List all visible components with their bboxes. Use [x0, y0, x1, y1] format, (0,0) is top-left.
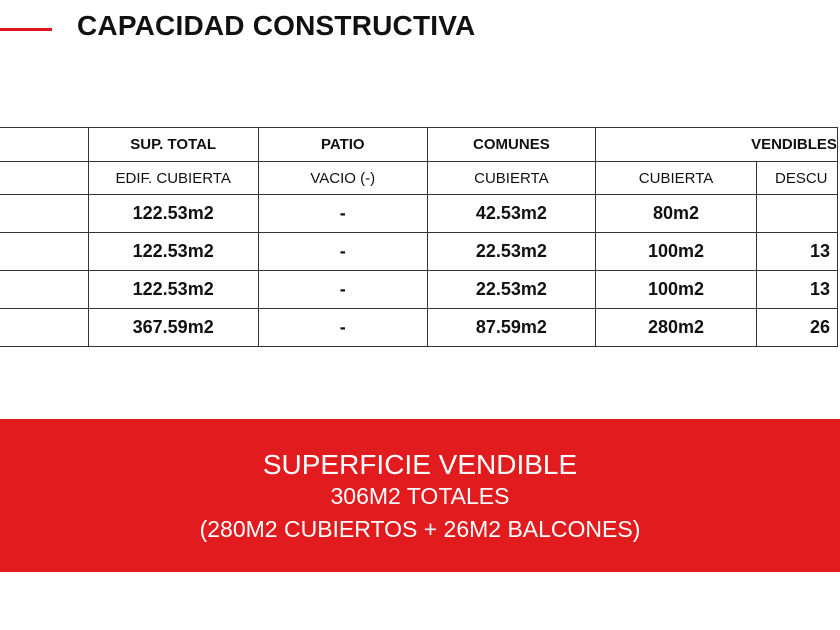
table-cell: 80m2 [596, 195, 757, 233]
table-cell: 122.53m2 [88, 195, 258, 233]
banner-title: SUPERFICIE VENDIBLE [262, 449, 578, 480]
subheader-comunes-cubierta: CUBIERTA [427, 162, 595, 195]
table-cell: 22.53m2 [427, 271, 595, 309]
table-header-row [0, 128, 838, 162]
table-cell: 22.53m2 [427, 233, 595, 271]
subheader-edif-cubierta: EDIF. CUBIERTA [88, 162, 258, 195]
table-cell: - [258, 271, 427, 309]
table-cell: 100m2 [596, 271, 757, 309]
table-cell: - [258, 233, 427, 271]
header-vendibles: VENDIBLES [596, 128, 838, 162]
table-cell [0, 309, 88, 347]
table-cell: 26 [756, 309, 837, 347]
sellable-area-banner [0, 419, 840, 572]
table-cell: 280m2 [596, 309, 757, 347]
table-cell [0, 233, 88, 271]
table-row [0, 271, 838, 309]
table-cell [0, 195, 88, 233]
header-patio: PATIO [258, 128, 427, 162]
table-cell: 42.53m2 [427, 195, 595, 233]
subheader-vendibles-cubierta: CUBIERTA [596, 162, 757, 195]
table-row-total [0, 309, 838, 347]
table-cell: 13 [756, 233, 837, 271]
table-row [0, 195, 838, 233]
capacity-table [0, 127, 838, 347]
table-cell: - [258, 195, 427, 233]
table-cell: 13 [756, 271, 837, 309]
header-comunes: COMUNES [427, 128, 595, 162]
page-title: CAPACIDAD CONSTRUCTIVA [77, 10, 476, 41]
table-cell: 87.59m2 [427, 309, 595, 347]
banner-total: 306M2 TOTALES [330, 483, 510, 509]
header-sup-total: SUP. TOTAL [88, 128, 258, 162]
table-cell: - [258, 309, 427, 347]
table-row [0, 233, 838, 271]
subheader-cell [0, 162, 88, 195]
table-cell: 122.53m2 [88, 233, 258, 271]
subheader-descubierta: DESCU [756, 162, 837, 195]
table-cell: 122.53m2 [88, 271, 258, 309]
table-cell [756, 195, 837, 233]
table-cell [0, 271, 88, 309]
table-subheader-row [0, 162, 838, 195]
subheader-vacio: VACIO (-) [258, 162, 427, 195]
table-cell: 367.59m2 [88, 309, 258, 347]
banner-breakdown: (280M2 CUBIERTOS + 26M2 BALCONES) [199, 516, 641, 542]
accent-line [0, 28, 52, 31]
table-cell: 100m2 [596, 233, 757, 271]
header-cell [0, 128, 88, 162]
